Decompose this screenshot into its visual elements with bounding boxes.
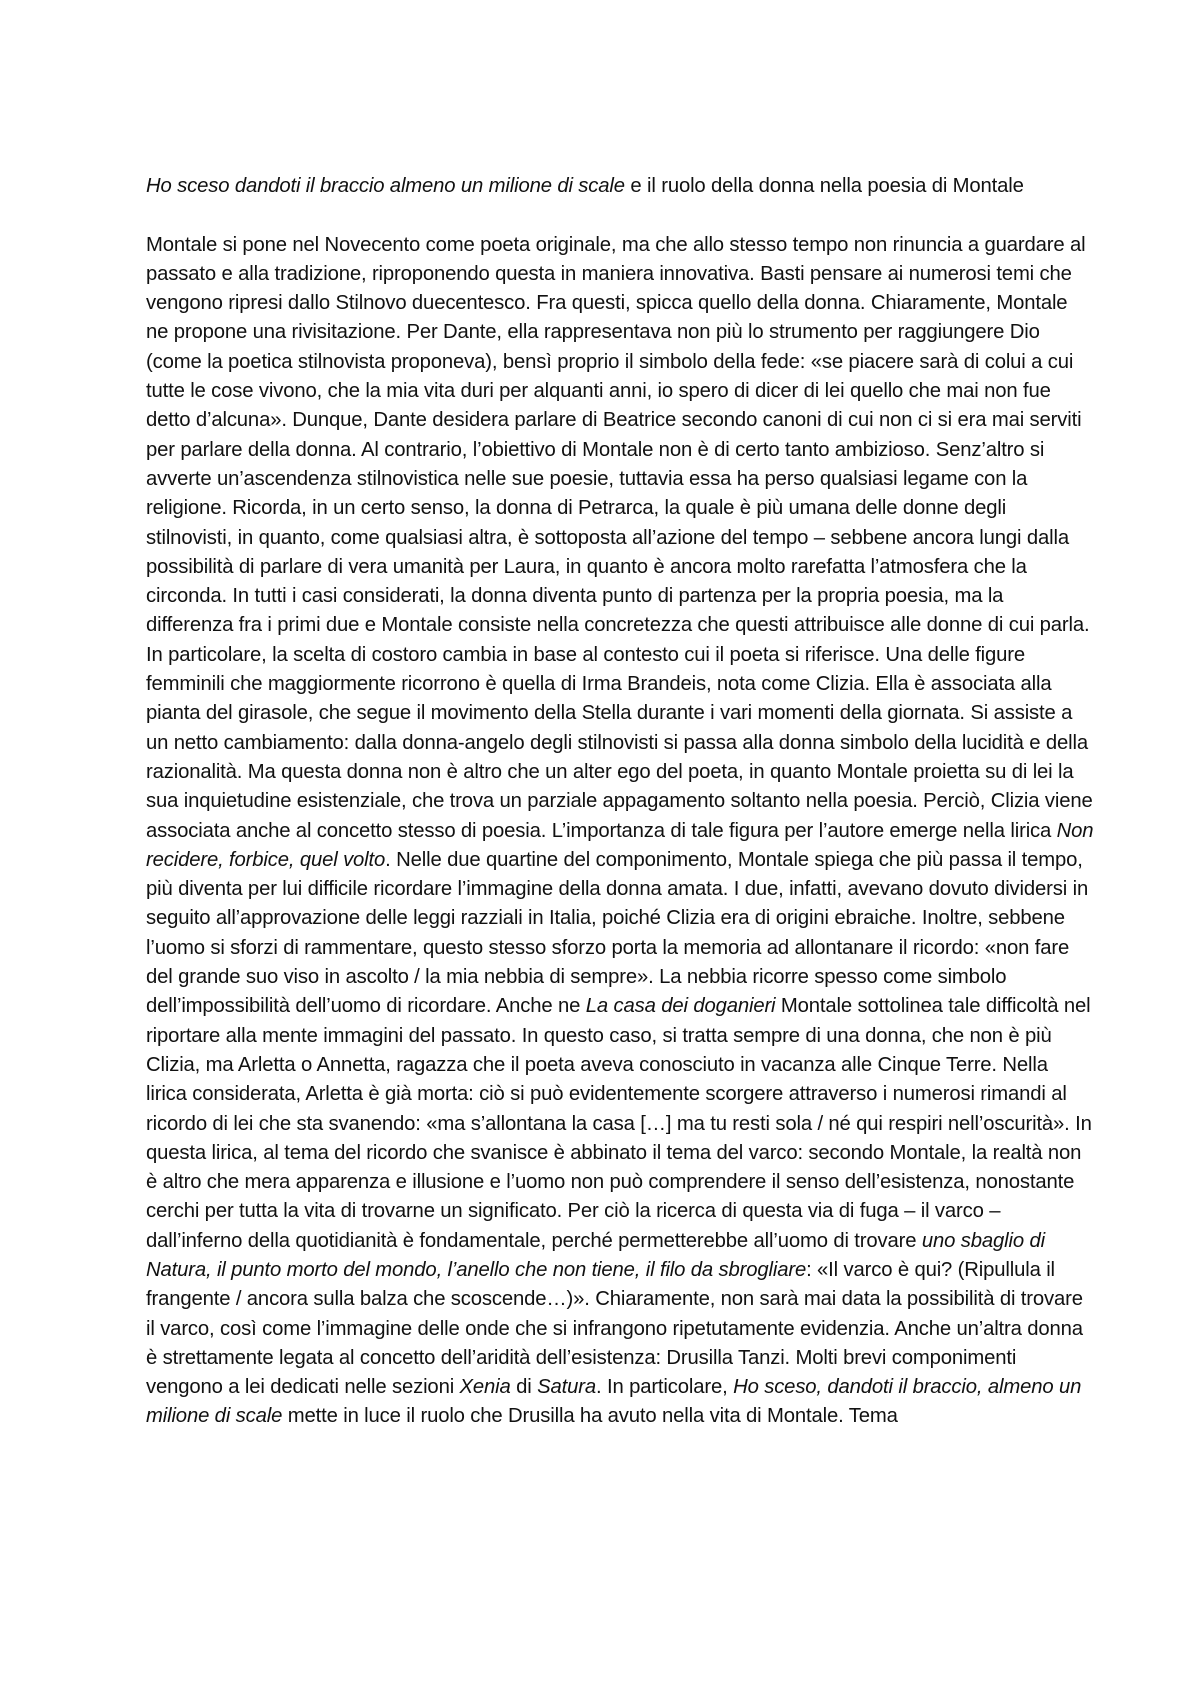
text-run: Montale sottolinea tale difficoltà nel riportare alla mente immagini del passato. In questo caso, si tratta sempre di una donna, che non è più Clizia, ma Arletta o Annetta, ragazza che il poeta aveva conosciuto in vacanza alle Cinque Terre. Nella lirica considerata, Arletta è già morta: ciò si può evidentemente scorgere attraverso i numerosi rimandi al ricordo di lei che sta svanendo: «ma s’allontana la casa […] ma tu resti sola / né qui respiri nell’oscurità». In questa lirica, al tema del ricordo che svanisce è abbinato il tema del varco: secondo Montale, la realtà non è altro che mera apparenza e illusione e l’uomo non può comprendere il senso dell’esistenza, nonostante cerchi per tutta la vita di trovarne un significato. Per ciò la ricerca di questa via di fuga – il varco – dall’inferno della quotidianità è fondamentale, perché permetterebbe all’uomo di trovare [146,995,1092,1252]
text-run-italic: Satura [537,1376,596,1399]
text-run: Montale si pone nel Novecento come poeta originale, ma che allo stesso tempo non rinuncia a guardare al passato e alla tradizione, riproponendo questa in maniera innovativa. Basti pensare ai numerosi temi che vengono ripresi dallo Stilnovo duecentesco. Fra questi, spicca quello della donna. Chiaramente, Montale ne propone una rivisitazione. Per Dante, ella rappresentava non più lo strumento per raggiungere Dio (come la poetica stilnovista proponeva), bensì proprio il simbolo della fede: «se piacere sarà di colui a cui tutte le cose vivono, che la mia vita duri per alquanti anni, io spero di dicer di lei quello che mai non fue detto d’alcuna». Dunque, Dante desidera parlare di Beatrice secondo canoni di cui non ci si era mai serviti per parlare della donna. Al contrario, l’obiettivo di Montale non è di certo tanto ambizioso. Senz’altro si avverte un’ascendenza stilnovistica nelle sue poesie, tuttavia essa ha perso qualsiasi legame con la religione. Ricorda, in un certo senso, la donna di Petrarca, la quale è più umana delle donne degli stilnovisti, in quanto, come qualsiasi altra, è sottoposta all’azione del tempo – sebbene ancora lungi dalla possibilità di parlare di vera umanità per Laura, in quanto è ancora molto rarefatta l’atmosfera che la circonda. In tutti i casi considerati, la donna diventa punto di partenza per la propria poesia, ma la differenza fra i primi due e Montale consiste nella concretezza che questi attribuisce alle donne di cui parla. In particolare, la scelta di costoro cambia in base al contesto cui il poeta si riferisce. Una delle figure femminili che maggiormente ricorrono è quella di Irma Brandeis, nota come Clizia. Ella è associata alla pianta del girasole, che segue il movimento della Stella durante i vari momenti della giornata. Si assiste a un netto cambiamento: dalla donna-angelo degli stilnovisti si passa alla donna simbolo della lucidità e della razionalità. Ma questa donna non è altro che un alter ego del poeta, in quanto Montale proietta su di lei la sua inquietudine esistenziale, che trova un parziale appagamento soltanto nella poesia. Perciò, Clizia viene associata anche al concetto stesso di poesia. L’importanza di tale figura per l’autore emerge nella lirica [146,233,1093,842]
text-run-italic: Non recidere, forbice, quel volto [146,819,1094,871]
body-paragraph [146,231,1094,1432]
text-run-italic: uno sbaglio di Natura, il punto morto del mondo, l’anello che non tiene, il filo da sbrogliare [146,1229,1045,1281]
text-run-italic: Ho sceso, dandoti il braccio, almeno un milione di scale [146,1376,1082,1428]
document-page [146,172,1094,1432]
paragraph-spacer [146,201,1094,230]
document-title [146,172,1094,201]
text-run-italic: La casa dei doganieri [585,995,776,1018]
title-rest: e il ruolo della donna nella poesia di Montale [624,175,1024,197]
text-run: di [510,1376,538,1399]
title-italic: Ho sceso dandoti il braccio almeno un milione di scale [146,175,625,197]
text-run: . Nelle due quartine del componimento, Montale spiega che più passa il tempo, più diventa per lui difficile ricordare l’immagine della donna amata. I due, infatti, avevano dovuto dividersi in seguito all’approvazione delle leggi razziali in Italia, poiché Clizia era di origini ebraiche. Inoltre, sebbene l’uomo si sforzi di rammentare, questo stesso sforzo porta la memoria ad allontanare il ricordo: «non fare del grande suo viso in ascolto / la mia nebbia di sempre». La nebbia ricorre spesso come simbolo dell’impossibilità dell’uomo di ricordare. Anche ne [146,848,1089,1018]
text-run: . In particolare, [596,1376,734,1399]
text-run: mette in luce il ruolo che Drusilla ha avuto nella vita di Montale. Tema [282,1405,898,1428]
text-run: : «Il varco è qui? (Ripullula il frangente / ancora sulla balza che scoscende…)». Chiaramente, non sarà mai data la possibilità di trovare il varco, così come l’immagine delle onde che si infrangono ripetutamente evidenzia. Anche un’altra donna è strettamente legata al concetto dell’aridità dell’esistenza: Drusilla Tanzi. Molti brevi componimenti vengono a lei dedicati nelle sezioni [146,1258,1083,1399]
text-run-italic: Xenia [459,1376,511,1399]
